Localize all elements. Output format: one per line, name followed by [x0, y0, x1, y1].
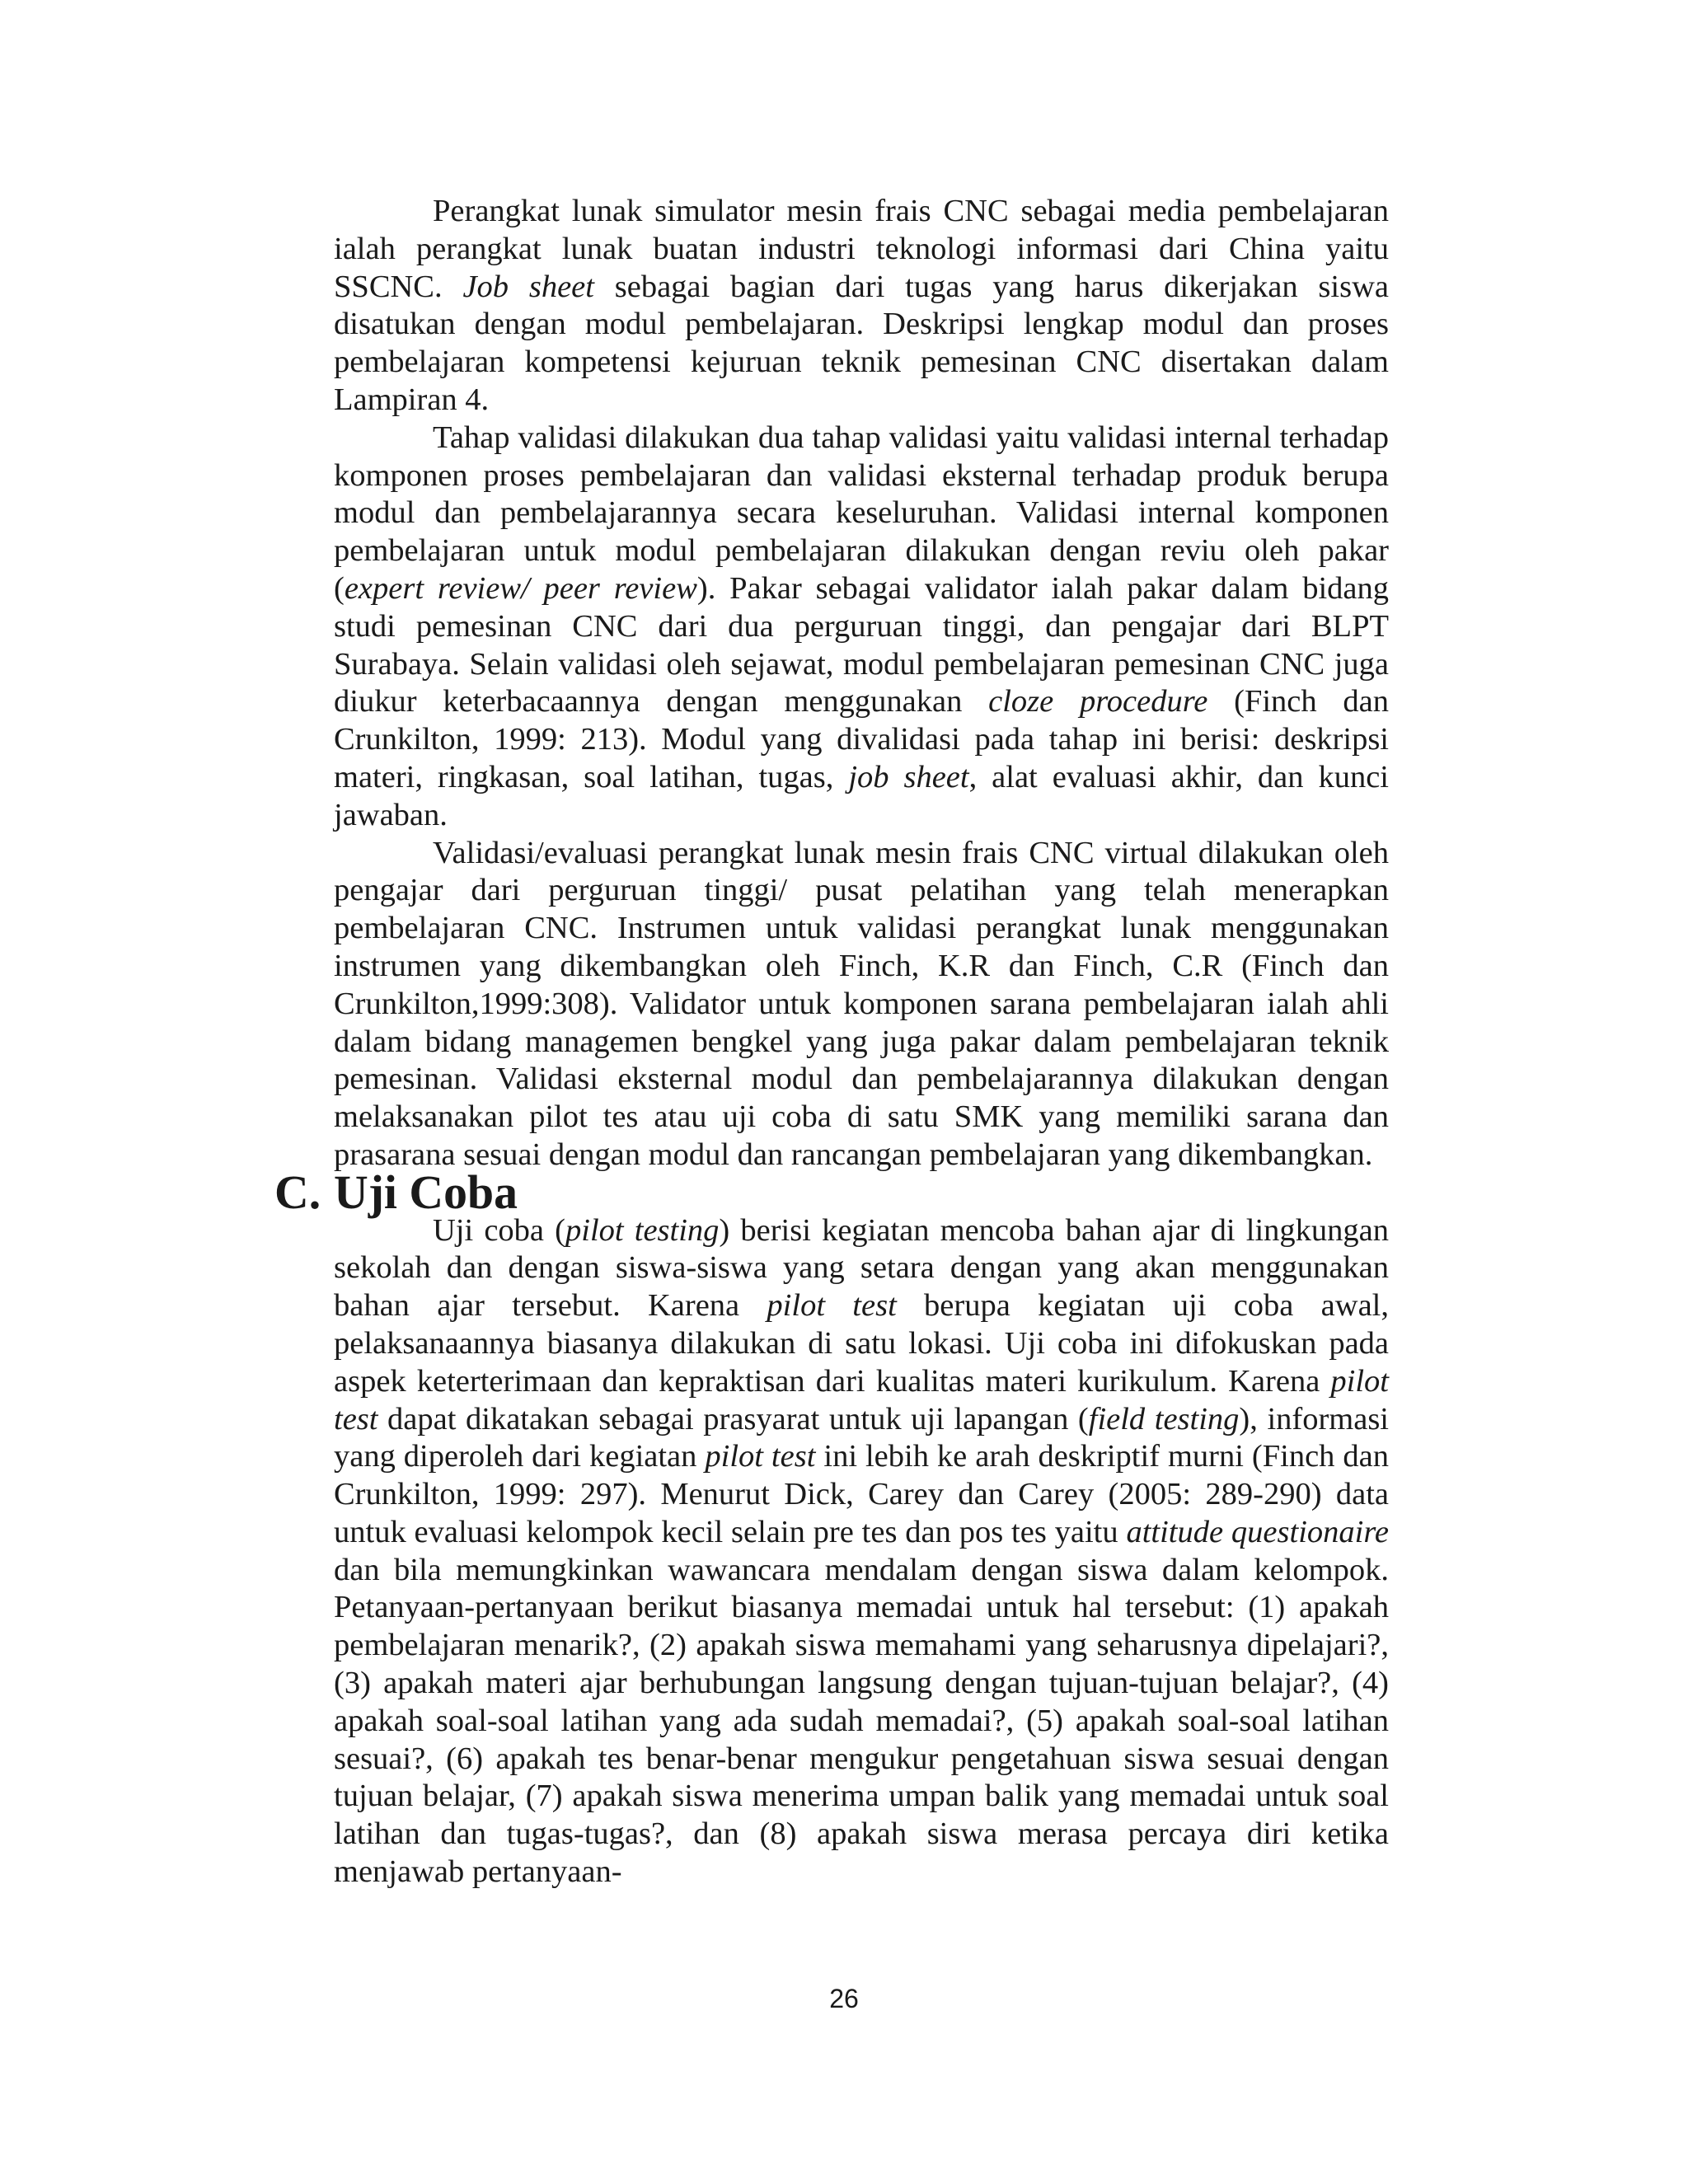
italic-term: field testing	[1088, 1401, 1240, 1436]
paragraph-text: ) berisi kegiatan mencoba bahan ajar di lingkungan sekolah dan dengan siswa-siswa yang setara dengan yang akan menggunakan bahan ajar tersebut. Karena	[334, 1212, 1389, 1324]
paragraph-validation-stages	[334, 419, 1389, 835]
italic-term: Job sheet	[462, 269, 594, 304]
document-body	[274, 193, 1390, 1891]
italic-term: pilot testing	[565, 1212, 720, 1248]
paragraph-text: Tahap validasi dilakukan dua tahap validasi yaitu validasi internal terhadap komponen proses pembelajaran dan validasi eksternal terhadap produk berupa modul dan pembelajarannya secara keseluruhan. Validasi internal komponen pembelajaran untuk modul pembelajaran dilakukan dengan reviu oleh pakar (	[334, 419, 1389, 606]
italic-term: job sheet	[848, 759, 969, 794]
section-marker: C.	[274, 1166, 321, 1219]
section-title: Uji Coba	[334, 1166, 518, 1219]
section-heading-uji-coba	[274, 1166, 1389, 1219]
paragraph-text: (Finch dan Crunkilton, 1999: 213). Modul yang divalidasi pada tahap ini berisi: deskripsi materi, ringkasan, soal latihan, tugas,	[334, 684, 1389, 794]
paragraph-text: ). Pakar sebagai validator ialah pakar dalam bidang studi pemesinan CNC dari dua perguruan tinggi, dan pengajar dari BLPT Surabaya. Selain validasi oleh sejawat, modul pembelajaran pemesinan CNC juga diukur keterbacaannya dengan menggunakan	[334, 570, 1390, 719]
paragraph-text: Uji coba (	[433, 1212, 565, 1248]
page-number: 26	[829, 1984, 859, 2013]
paragraph-text: sebagai bagian dari tugas yang harus dikerjakan siswa disatukan dengan modul pembelajaran. Deskripsi lengkap modul dan proses pembelajaran kompetensi kejuruan teknik pemesinan CNC disertakan dalam Lampiran 4.	[334, 269, 1389, 417]
paragraph-text: dapat dikatakan sebagai prasyarat untuk uji lapangan (	[377, 1401, 1089, 1436]
paragraph-text: berupa kegiatan uji coba awal, pelaksanaannya biasanya dilakukan di satu lokasi. Uji coba ini difokuskan pada aspek keterterimaan dan kepraktisan dari kualitas materi kurikulum. Karena	[334, 1288, 1389, 1399]
paragraph-software-validation: Validasi/evaluasi perangkat lunak mesin frais CNC virtual dilakukan oleh pengajar dari perguruan tinggi/ pusat pelatihan yang telah menerapkan pembelajaran CNC. Instrumen untuk validasi perangkat lunak menggunakan instrumen yang dikembangkan oleh Finch, K.R dan Finch, C.R (Finch dan Crunkilton,1999:308). Validator untuk komponen sarana pembelajaran ialah ahli dalam bidang managemen bengkel yang juga pakar dalam pembelajaran teknik pemesinan. Validasi eksternal modul dan pembelajarannya dilakukan dengan melaksanakan pilot tes atau uji coba di satu SMK yang memiliki sarana dan prasarana sesuai dengan modul dan rancangan pembelajaran yang dikembangkan.	[334, 835, 1389, 1172]
paragraph-software-simulator	[334, 193, 1389, 419]
paragraph-text: dan bila memungkinkan wawancara mendalam dengan siswa dalam kelompok. Petanyaan-pertanyaan berikut biasanya memadai untuk hal tersebut: (1) apakah pembelajaran menarik?, (2) apakah siswa memahami yang seharusnya dipelajari?, (3) apakah materi ajar berhubungan langsung dengan tujuan-tujuan belajar?, (4) apakah soal-soal latihan yang ada sudah memadai?, (5) apakah soal-soal latihan sesuai?, (6) apakah tes benar-benar mengukur pengetahuan siswa sesuai dengan tujuan belajar, (7) apakah siswa menerima umpan balik yang memadai untuk soal latihan dan tugas-tugas?, dan (8) apakah siswa merasa percaya diri ketika menjawab pertanyaan-	[334, 1552, 1389, 1890]
paragraph-text: ini lebih ke arah deskriptif murni (Finch dan Crunkilton, 1999: 297). Menurut Dick, Carey dan Carey (2005: 289-290) data untuk evaluasi kelompok kecil selain pre tes dan pos tes yaitu	[334, 1439, 1389, 1549]
italic-term: cloze procedure	[988, 684, 1208, 719]
paragraph-text: Perangkat lunak simulator mesin frais CNC sebagai media pembelajaran ialah perangkat lunak buatan industri teknologi informasi dari China yaitu SSCNC.	[334, 194, 1389, 304]
paragraph-text: ), informasi yang diperoleh dari kegiatan	[334, 1401, 1389, 1474]
paragraph-pilot-testing	[334, 1212, 1389, 1891]
italic-term: expert review/ peer review	[344, 570, 697, 606]
italic-term: pilot test	[334, 1363, 1389, 1436]
italic-term: pilot test	[767, 1288, 897, 1324]
italic-term: attitude questionaire	[1126, 1514, 1389, 1549]
paragraph-text: , alat evaluasi akhir, dan kunci jawaban.	[334, 759, 1389, 832]
italic-term: pilot test	[705, 1439, 816, 1474]
